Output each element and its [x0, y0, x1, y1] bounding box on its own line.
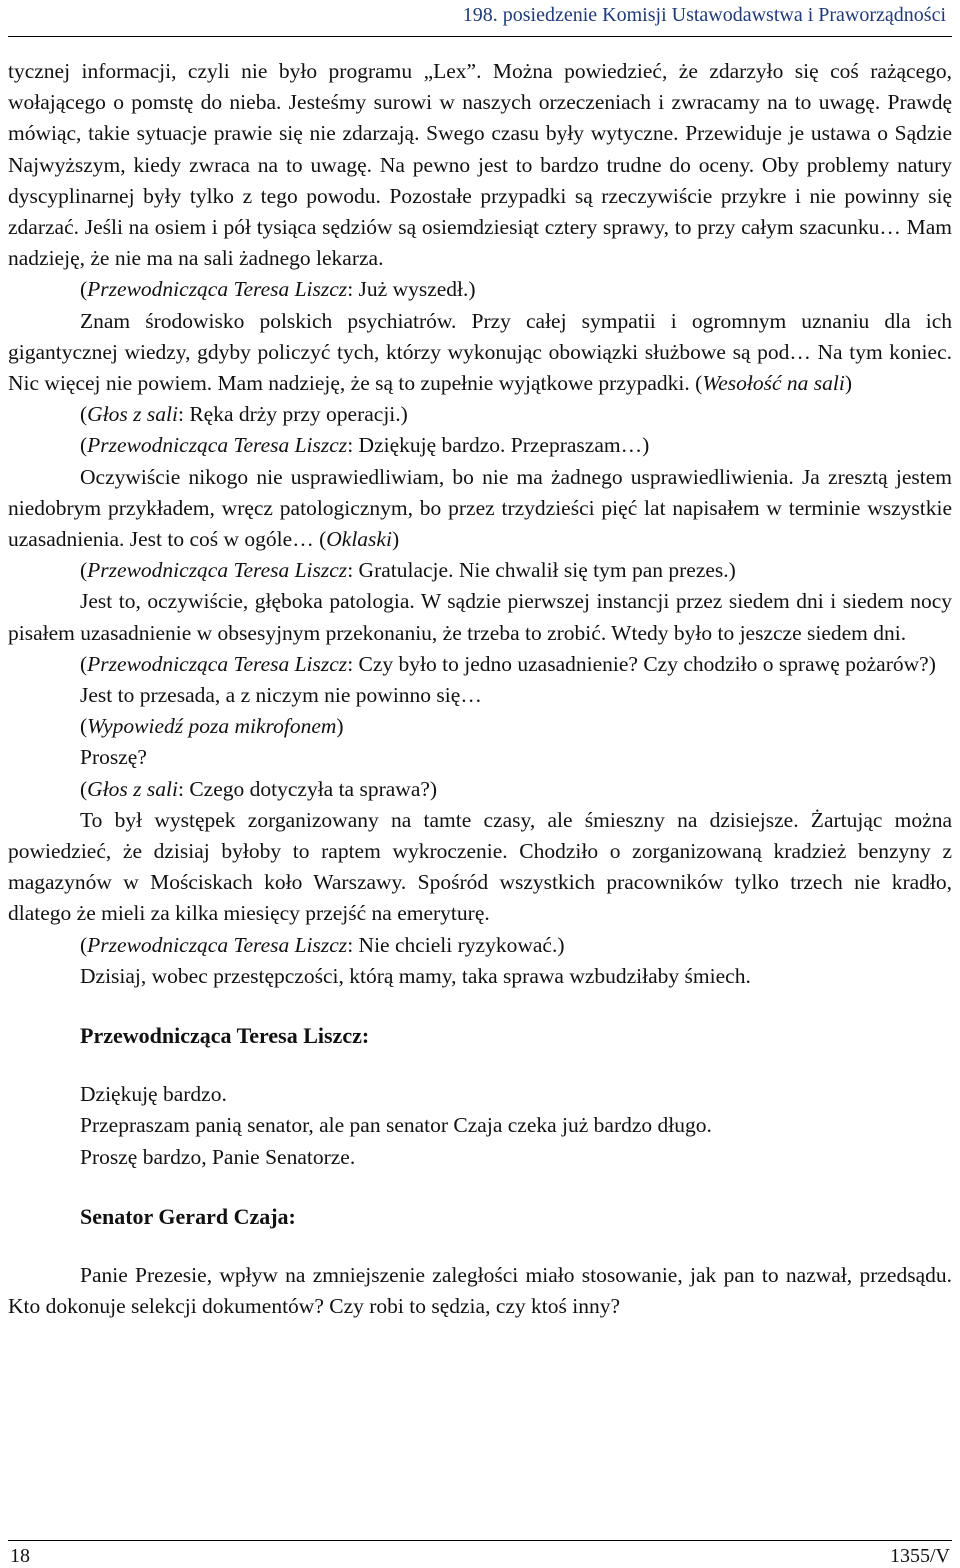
page-footer [8, 1540, 952, 1566]
page-header [8, 0, 952, 37]
page-number: 18 [10, 1545, 30, 1567]
running-header-title: 198. posiedzenie Komisji Ustawodawstwa i Praworządności [462, 4, 946, 26]
interjection: (Przewodnicząca Teresa Liszcz: Nie chcieli ryzykować.) [80, 932, 565, 957]
paragraph: Dziękuję bardzo. [80, 1082, 227, 1107]
paragraph: tycznej informacji, czyli nie było programu „Lex”. Można powiedzieć, że zdarzyło się coś rażącego, wołającego o pomstę do nieba. Jesteśmy surowi w naszych orzeczeniach i zwracamy na to uwagę. Prawdę mówiąc, takie sytuacje prawie się nie zdarzają. Swego czasu były wytyczne. Przewiduje je ustawa o Sądzie Najwyższym, kiedy zwraca na to uwagę. Na pewno jest to bardzo trudne do oceny. Oby problemy natury dyscyplinarnej były tylko z tego powodu. Pozostałe przypadki są rzeczywiście przykre i nie powinny się zdarzać. Jeśli na osiem i pół tysiąca sędziów są osiemdziesiąt cztery sprawy, to przy całym szacunku… Mam nadzieję, że nie ma na sali żadnego lekarza. [8, 59, 952, 271]
interjection: (Głos z sali: Ręka drży przy operacji.) [80, 402, 408, 427]
paragraph: To był występek zorganizowany na tamte czasy, ale śmieszny na dzisiejsze. Żartując można powiedzieć, że dzisiaj byłoby to raptem wykroczenie. Chodziło o zorganizowaną kradzież benzyny z magazynów w Mościskach koło Warszawy. Spośród wszystkich pracowników tylko trzech nie kradło, dlatego że mieli za kilka miesięcy przejść na emeryturę. [8, 807, 952, 926]
transcript-body [8, 56, 952, 1322]
interjection: (Przewodnicząca Teresa Liszcz: Gratulacje. Nie chwalił się tym pan prezes.) [80, 558, 736, 583]
paragraph: Przepraszam panią senator, ale pan senator Czaja czeka już bardzo długo. [80, 1113, 712, 1138]
paragraph: Panie Prezesie, wpływ na zmniejszenie zaległości miało stosowanie, jak pan to nazwał, przedsądu. Kto dokonuje selekcji dokumentów? Czy robi to sędzia, czy ktoś inny? [8, 1262, 952, 1318]
paragraph: Znam środowisko polskich psychiatrów. Przy całej sympatii i ogromnym uznaniu dla ich gigantycznej wiedzy, gdyby policzyć tych, którzy wykonując obowiązki służbowe są pod… Na tym koniec. Nic więcej nie powiem. Mam nadzieję, że są to zupełnie wyjątkowe przypadki. (Wesołość na sali) [8, 308, 952, 396]
speaker-heading: Przewodnicząca Teresa Liszcz: [80, 1023, 370, 1049]
interjection: (Przewodnicząca Teresa Liszcz: Dziękuję bardzo. Przepraszam…) [80, 433, 650, 458]
paragraph: Dzisiaj, wobec przestępczości, którą mamy, taka sprawa wzbudziłaby śmiech. [80, 963, 751, 988]
paragraph: Oczywiście nikogo nie usprawiedliwiam, bo nie ma żadnego usprawiedliwienia. Ja zresztą jestem niedobrym przykładem, wręcz patologicznym, bo przez trzydzieści pięć lat napisałem w terminie wszystkie uzasadnienia. Jest to coś w ogóle… (Oklaski) [8, 464, 952, 552]
interjection: (Przewodnicząca Teresa Liszcz: Czy było to jedno uzasadnienie? Czy chodziło o sprawę pożarów?) [80, 651, 936, 676]
document-code: 1355/V [890, 1545, 950, 1567]
interjection: (Głos z sali: Czego dotyczyła ta sprawa?) [80, 776, 438, 801]
interjection: (Przewodnicząca Teresa Liszcz: Już wyszedł.) [80, 277, 476, 302]
paragraph: Proszę bardzo, Panie Senatorze. [80, 1144, 356, 1169]
paragraph: Jest to, oczywiście, głęboka patologia. W sądzie pierwszej instancji przez siedem dni i siedem nocy pisałem uzasadnienie w obsesyjnym przekonaniu, że trzeba to zrobić. Wtedy było to jeszcze siedem dni. [8, 589, 952, 645]
paragraph: Proszę? [80, 745, 147, 770]
paragraph: Jest to przesada, a z niczym nie powinno się… [80, 683, 482, 708]
speaker-heading: Senator Gerard Czaja: [80, 1203, 296, 1229]
interjection: (Wypowiedź poza mikrofonem) [80, 714, 344, 739]
